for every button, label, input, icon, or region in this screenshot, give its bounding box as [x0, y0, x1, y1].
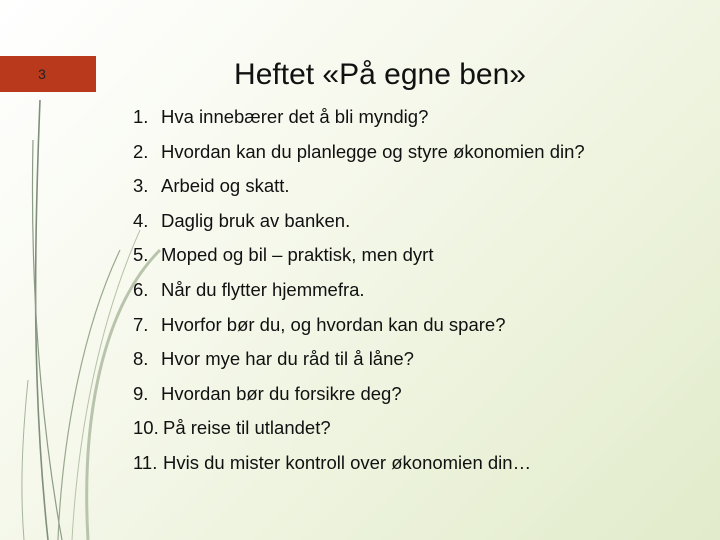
list-item [133, 308, 693, 343]
item-text: Hva innebærer det å bli myndig? [161, 106, 429, 127]
item-number: 4. [133, 209, 149, 231]
item-text: Daglig bruk av banken. [161, 209, 351, 231]
item-text: Hvis du mister kontroll over økonomien din… [163, 451, 532, 473]
list-item [133, 377, 693, 412]
item-number: 6. [133, 278, 149, 300]
list-item [133, 169, 693, 204]
item-text: Hvorfor bør du, og hvordan kan du spare? [161, 313, 506, 335]
slide-title: Heftet «På egne ben» [234, 58, 526, 91]
item-number: 11. [133, 451, 158, 473]
item-number: 7. [133, 313, 149, 335]
item-text: Hvordan kan du planlegge og styre økonomien din? [161, 140, 585, 162]
item-number: 3. [133, 175, 149, 197]
list-item [133, 100, 693, 135]
list-item [133, 446, 693, 481]
list-item [133, 135, 693, 170]
item-text: Arbeid og skatt. [161, 175, 290, 197]
list-item [133, 204, 693, 239]
list-item [133, 411, 693, 446]
item-number: 9. [133, 382, 149, 404]
list-item [133, 238, 693, 273]
item-text: På reise til utlandet? [163, 417, 331, 439]
item-number: 8. [133, 348, 149, 370]
item-text: Hvordan bør du forsikre deg? [161, 382, 402, 404]
item-number: 5. [133, 244, 149, 266]
topic-list [133, 100, 693, 481]
item-text: Når du flytter hjemmefra. [161, 278, 365, 300]
slide-number: 3 [38, 66, 46, 82]
item-number: 10. [133, 417, 159, 439]
item-number: 2. [133, 140, 149, 162]
item-text: Hvor mye har du råd til å låne? [161, 348, 414, 370]
item-text: Moped og bil – praktisk, men dyrt [161, 244, 434, 266]
list-item [133, 273, 693, 308]
list-item [133, 342, 693, 377]
item-number: 1. [133, 106, 149, 127]
